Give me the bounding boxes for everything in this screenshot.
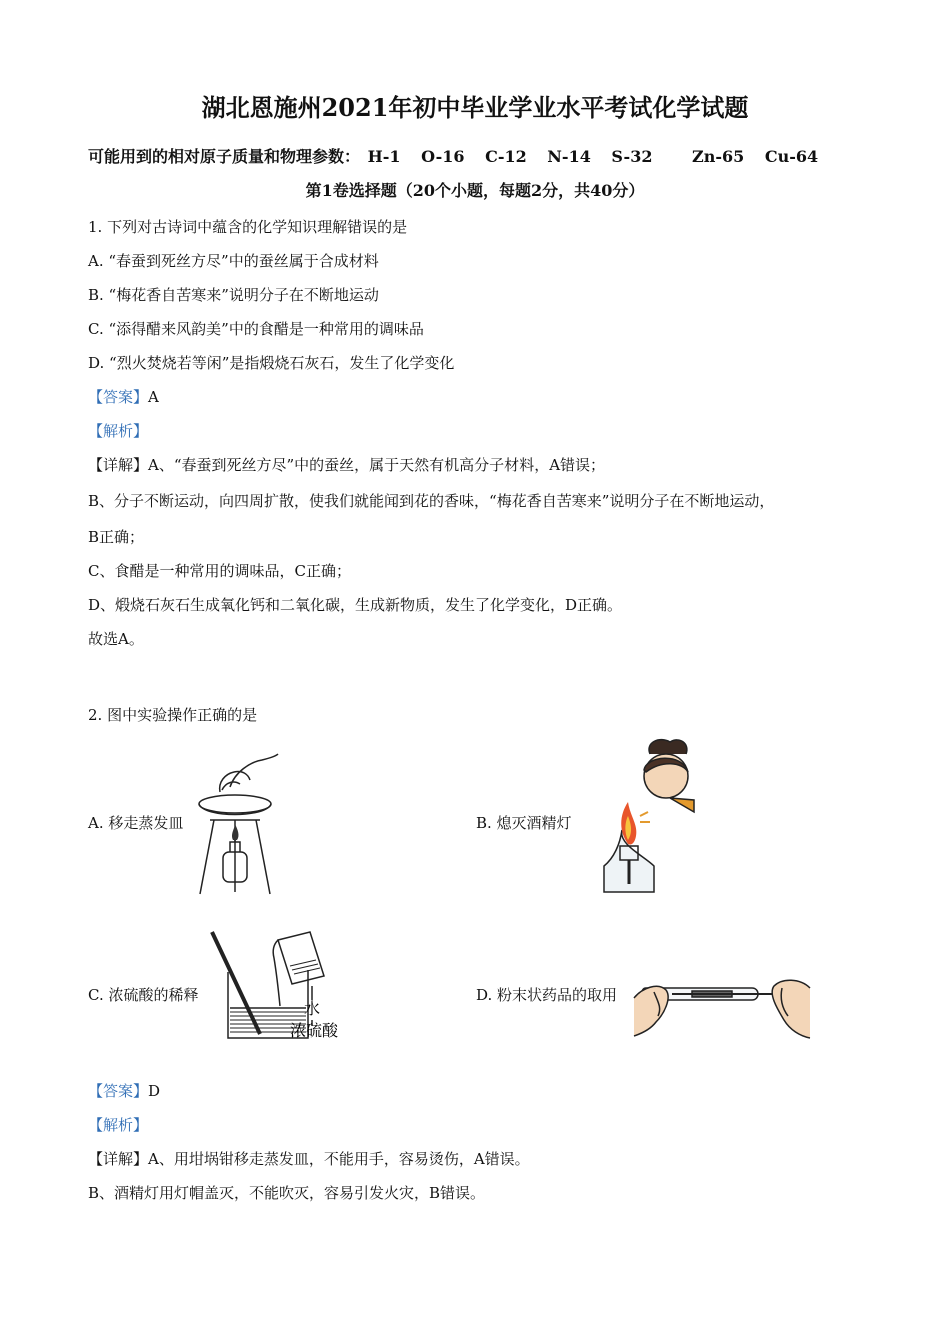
question-2-stem: 2. 图中实验操作正确的是: [88, 706, 258, 724]
detail-text: A、用坩埚钳移走蒸发皿，不能用手，容易烫伤，A错误。: [148, 1150, 530, 1168]
powder-sampling-figure: [632, 958, 812, 1042]
param-item: N-14: [547, 147, 591, 166]
sulfuric-acid-dilution-figure: [208, 930, 358, 1046]
answer-value: A: [148, 388, 159, 406]
fig-c-label-acid: 浓硫酸: [290, 1023, 339, 1040]
q2-analysis-tag: 【解析】: [88, 1116, 149, 1134]
q1-option-c: C. “添得醋来风韵美”中的食醋是一种常用的调味品: [88, 320, 424, 338]
detail-text: A、“春蚕到死丝方尽”中的蚕丝，属于天然有机高分子材料，A错误；: [148, 456, 606, 474]
question-1-stem: 1. 下列对古诗词中蕴含的化学知识理解错误的是: [88, 218, 408, 236]
parameters-label: 可能用到的相对原子质量和物理参数：: [88, 147, 361, 166]
q2-option-c: C. 浓硫酸的稀释: [88, 986, 199, 1004]
detail-tag: 【详解】: [88, 1150, 149, 1168]
detail-tag: 【详解】: [88, 456, 149, 474]
q1-detail-line: 故选A。: [88, 630, 144, 648]
param-item: C-12: [485, 147, 527, 166]
fig-c-label-water: 水: [304, 1001, 321, 1018]
parameters-line: [88, 144, 833, 167]
param-item: S-32: [611, 147, 653, 166]
q1-option-b: B. “梅花香自苦寒来”说明分子在不断地运动: [88, 286, 379, 304]
q2-answer: [88, 1080, 160, 1101]
q1-option-a: A. “春蚕到死丝方尽”中的蚕丝属于合成材料: [88, 252, 379, 270]
evaporating-dish-figure: [190, 752, 280, 898]
page-title: 湖北恩施州2021年初中毕业学业水平考试化学试题: [201, 93, 749, 122]
q1-detail-line: C、食醋是一种常用的调味品，C正确；: [88, 562, 351, 580]
q2-option-b: B. 熄灭酒精灯: [476, 814, 572, 832]
param-item: O-16: [421, 147, 465, 166]
q1-analysis-tag: 【解析】: [88, 422, 149, 440]
q1-option-d: D. “烈火焚烧若等闲”是指煅烧石灰石，发生了化学变化: [88, 354, 455, 372]
param-item: Cu-64: [764, 147, 819, 166]
section-heading: 第1卷选择题（20个小题，每题2分，共40分）: [305, 181, 645, 200]
q1-detail-line: B正确；: [88, 528, 145, 546]
q2-option-d: D. 粉末状药品的取用: [476, 986, 618, 1004]
q1-answer: [88, 386, 159, 407]
q1-detail-line: [88, 454, 605, 475]
answer-tag: 【答案】: [88, 1082, 149, 1100]
q2-option-a: A. 移走蒸发皿: [88, 814, 184, 832]
answer-tag: 【答案】: [88, 388, 149, 406]
q1-detail-line: D、煅烧石灰石生成氧化钙和二氧化碳，生成新物质，发生了化学变化，D正确。: [88, 596, 623, 614]
answer-value: D: [148, 1082, 161, 1100]
param-item: H-1: [367, 147, 401, 166]
param-item: Zn-65: [692, 147, 745, 166]
alcohol-lamp-figure: [590, 732, 702, 896]
q2-detail-line: B、酒精灯用灯帽盖灭，不能吹灭，容易引发火灾，B错误。: [88, 1184, 486, 1202]
q2-detail-line: [88, 1148, 530, 1169]
q1-detail-line: B、分子不断运动，向四周扩散，使我们就能闻到花的香味，“梅花香自苦寒来”说明分子在不断地运动，: [88, 492, 775, 510]
